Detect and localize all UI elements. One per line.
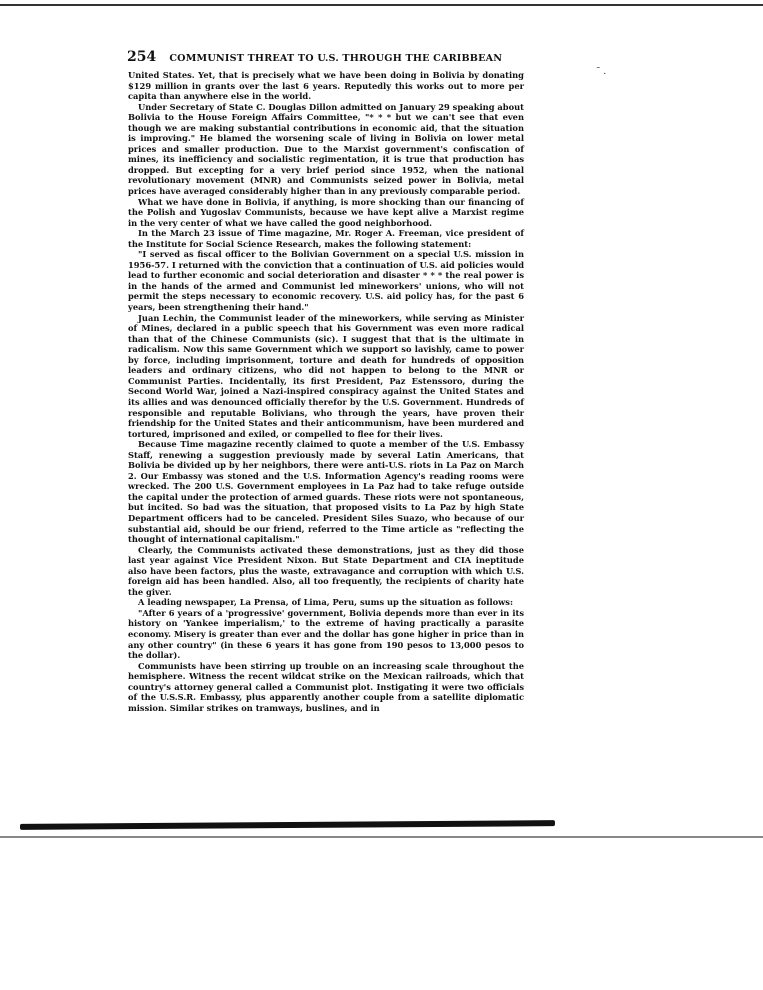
paragraph: Communists have been stirring up trouble on an increasing scale throughout the hemisphere. Witness the recent wildcat strike on the Mexican railroads, which that country's attorney general called a Communist plot. Instigating it were two officials of the U.S.S.R. Embassy, plus apparently another couple from a satellite diplomatic mission. Similar strikes on tramways, buslines, and in <box>128 660 524 713</box>
scan-edge-top <box>0 4 763 6</box>
paragraph: Because Time magazine recently claimed to quote a member of the U.S. Embassy Staff, renewing a suggestion previously made by several Latin Americans, that Bolivia be divided up by her neighbors, there were anti-U.S. riots in La Paz on March 2. Our Embassy was stoned and the U.S. Information Agency's reading rooms were wrecked. The 200 U.S. Government employees in La Paz had to take refuge outside the capital under the protection of armed guards. These riots were not spontaneous, but incited. So bad was the situation, that proposed visits to La Paz by high State Department officers had to be canceled. President Siles Suazo, who because of our substantial aid, should be our friend, referred to the Time article as "reflecting the thought of international capitalism." <box>128 439 524 545</box>
paragraph: United States. Yet, that is precisely what we have been doing in Bolivia by donating $129 million in grants over the last 6 years. Reputedly this works out to more per capita than anywhere else in the world. <box>128 70 524 102</box>
scan-edge-bottom <box>20 820 555 830</box>
page-number: 254 <box>127 49 157 65</box>
stray-mark: ˜ . <box>596 67 607 77</box>
paragraph: In the March 23 issue of Time magazine, Mr. Roger A. Freeman, vice president of the Institute for Social Science Research, makes the following statement: <box>128 228 524 249</box>
paragraph: Clearly, the Communists activated these demonstrations, just as they did those last year against Vice President Nixon. But State Department and CIA ineptitude also have been factors, plus the waste, extravagance and corruption with which U.S. foreign aid has been handled. Also, all too frequently, the recipients of charity hate the giver. <box>128 544 524 597</box>
paragraph: A leading newspaper, La Prensa, of Lima, Peru, sums up the situation as follows: <box>138 597 514 608</box>
body-text <box>128 70 524 713</box>
block-quote: "After 6 years of a 'progressive' government, Bolivia depends more than ever in its history on 'Yankee imperialism,' to the extreme of having practically a parasite economy. Misery is greater than ever and the dollar has gone higher in price than in any other country" (in these 6 years it has gone from 190 pesos to 13,000 pesos to the dollar). <box>128 607 524 661</box>
paragraph: What we have done in Bolivia, if anything, is more shocking than our financing of the Polish and Yugoslav Communists, because we have kept alive a Marxist regime in the very center of what we have called the good neighborhood. <box>128 196 524 228</box>
paragraph: Under Secretary of State C. Douglas Dillon admitted on January 29 speaking about Bolivia to the House Foreign Affairs Committee, "* * * but we can't see that even though we are making substantial contributions in economic aid, that the situation is improving." He blamed the worsening scale of living in Bolivia on lower metal prices and smaller production. Due to the Marxist government's confiscation of mines, its inefficiency and socialistic regimentation, it is true that production has dropped. But excepting for a very brief period since 1952, when the national revolutionary movement (MNR) and Communists seized power in Bolivia, metal prices have averaged considerably higher than in any previously comparable period. <box>128 101 524 197</box>
block-quote: "I served as fiscal officer to the Bolivian Government on a special U.S. mission in 1956-57. I returned with the conviction that a continuation of U.S. aid policies would lead to further economic and social deterioration and disaster * * * the real power is in the hands of the armed and Communist led mineworkers' unions, who will not permit the steps necessary to economic recovery. U.S. aid policy has, for the past 6 years, been strengthening their hand." <box>128 249 524 313</box>
paragraph: Juan Lechin, the Communist leader of the mineworkers, while serving as Minister of Mines, declared in a public speech that his Government was even more radical than that of the Chinese Communists (sic). I suggest that that is the ultimate in radicalism. Now this same Government which we support so lavishly, came to power by force, including imprisonment, torture and death for hundreds of opposition leaders and ordinary citizens, who did not happen to belong to the MNR or Communist Parties. Incidentally, its first President, Paz Estenssoro, during the Second World War, joined a Nazi-inspired conspiracy against the United States and its allies and was denounced officially therefor by the U.S. Government. Hundreds of responsible and reputable Bolivians, who through the years, have proven their friendship for the United States and their anticommunism, have been murdered and tortured, imprisoned and exiled, or compelled to flee for their lives. <box>128 312 524 439</box>
scan-edge-bottom-thin <box>0 836 763 838</box>
page-header <box>127 46 527 65</box>
running-head: COMMUNIST THREAT TO U.S. THROUGH THE CARIBBEAN <box>169 53 503 64</box>
